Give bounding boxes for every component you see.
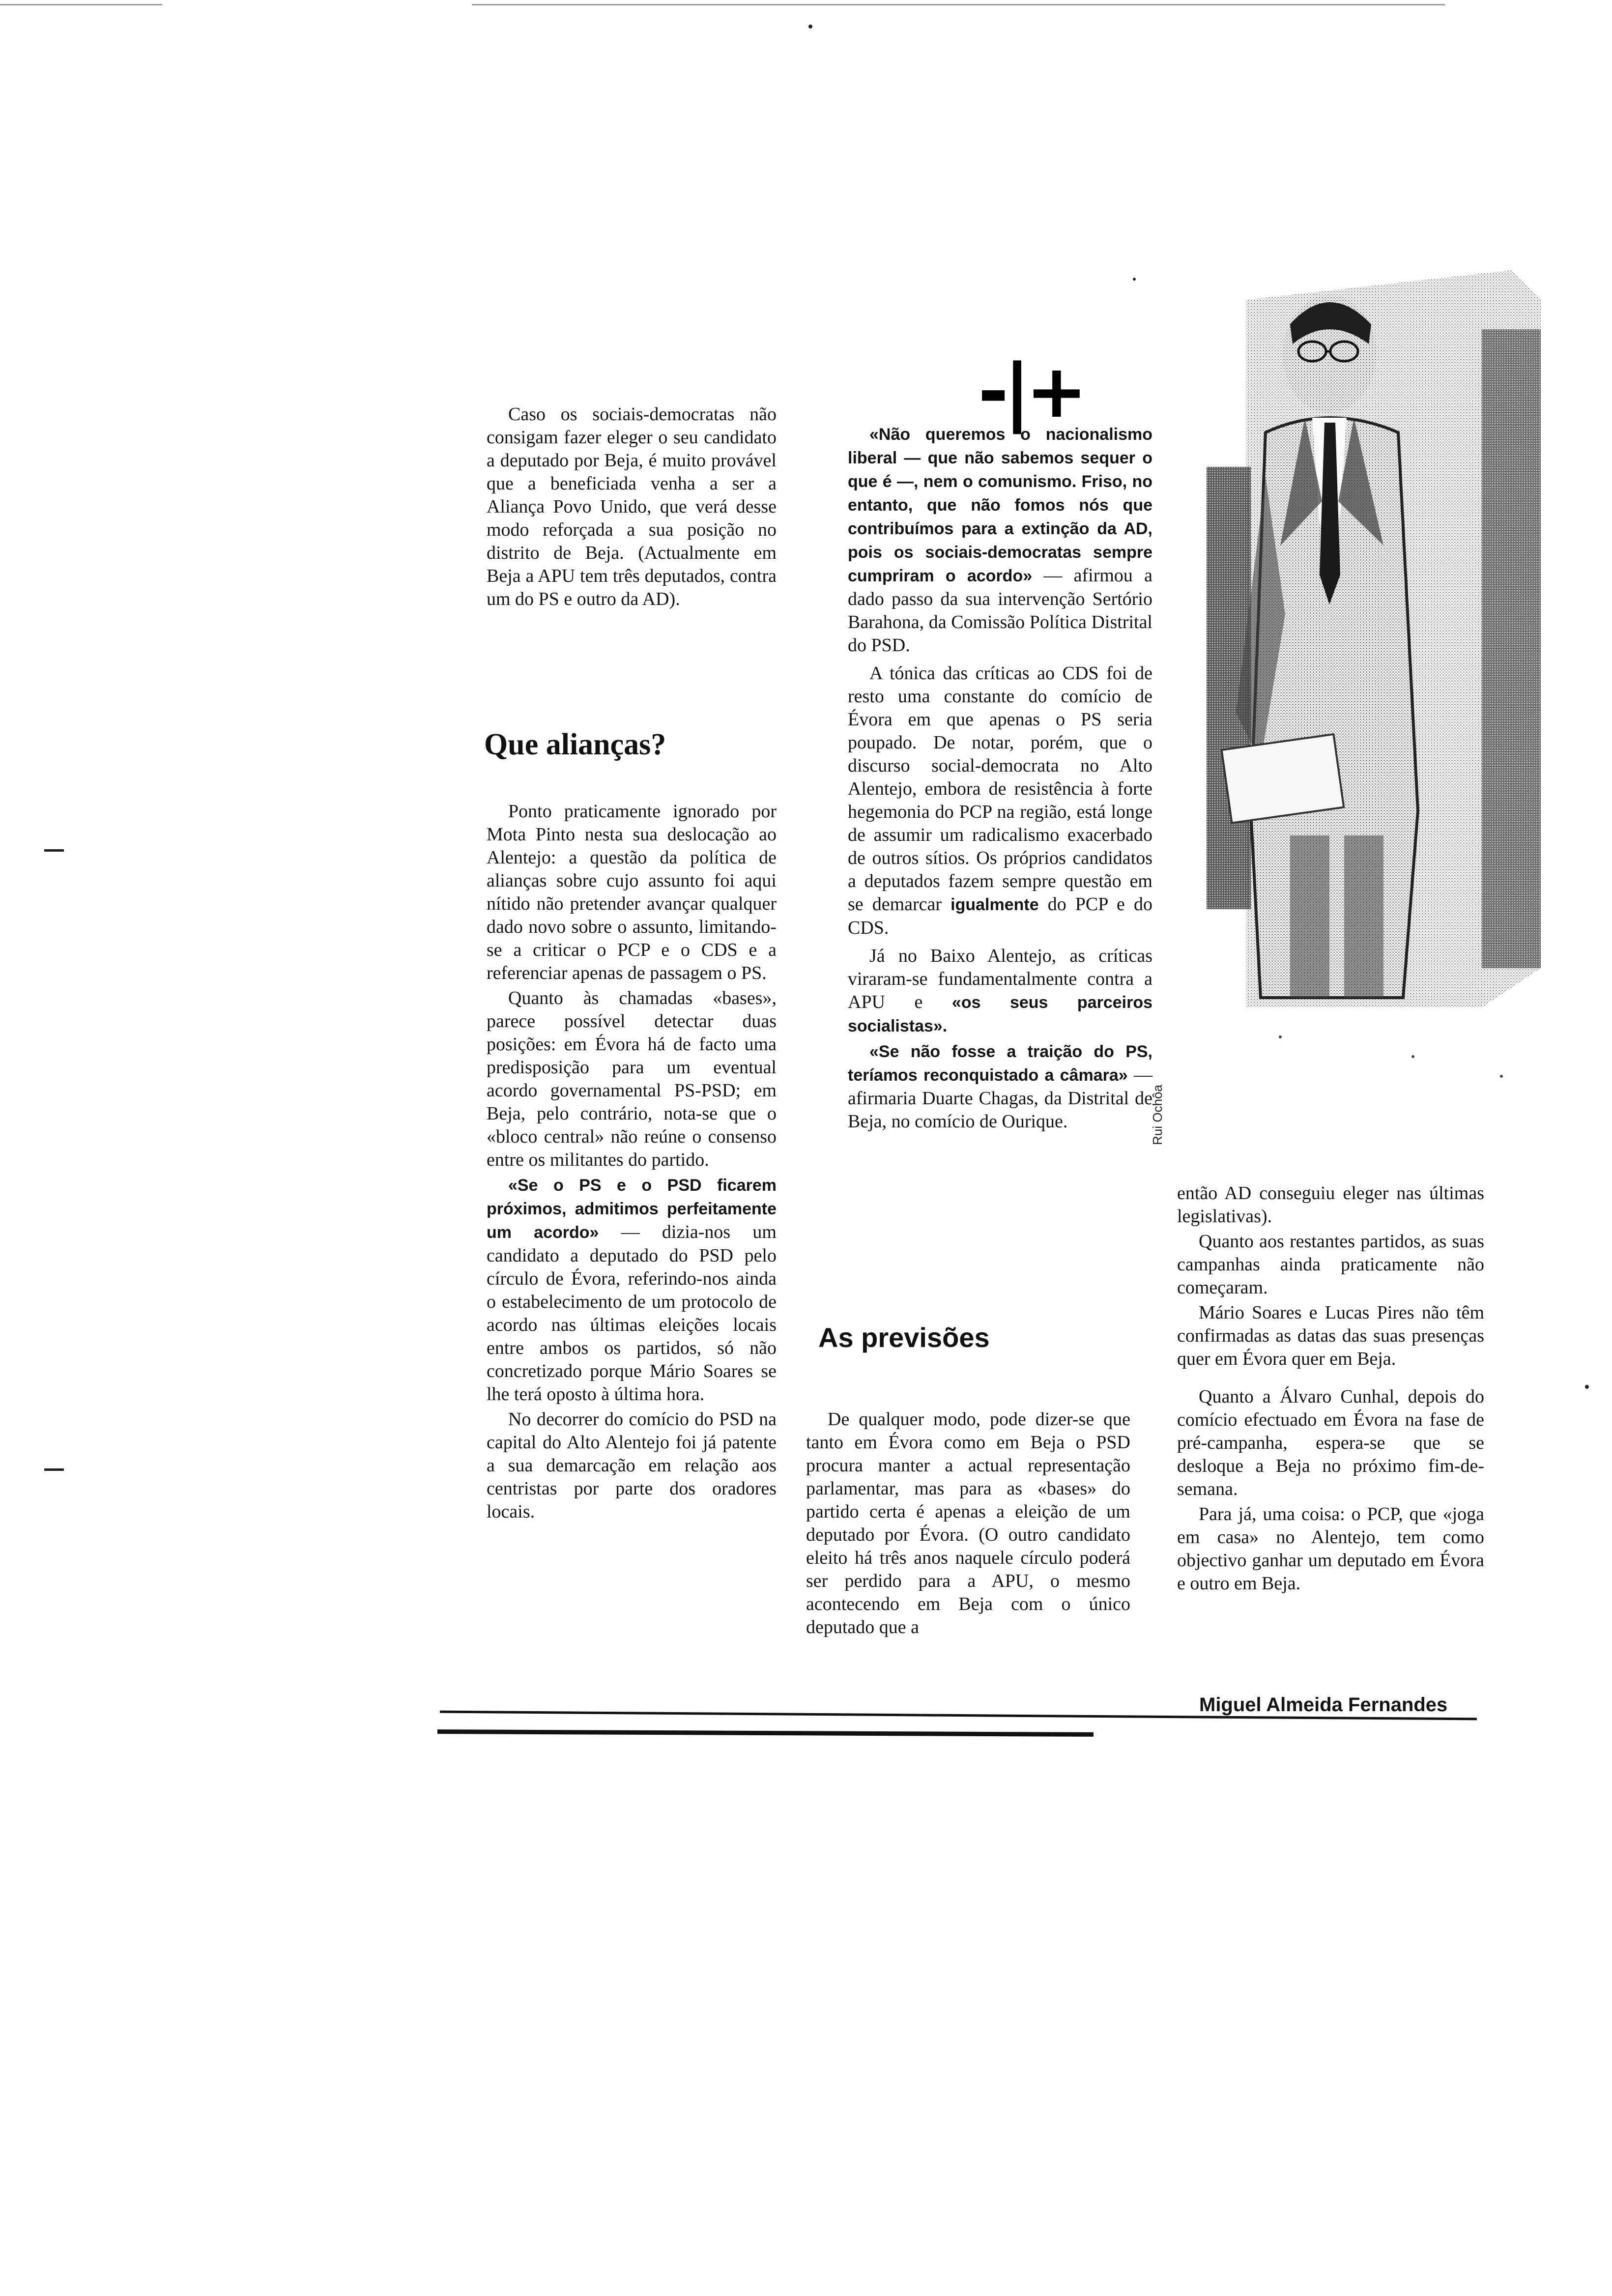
paragraph: Para já, uma coisa: o PCP, que «joga em casa» no Alentejo, tem como objectivo ganhar um deputado em Évora e outro em Beja. bbox=[1177, 1504, 1484, 1594]
portrait-photo bbox=[1207, 270, 1541, 1145]
scan-speck bbox=[1133, 278, 1136, 281]
scan-speck bbox=[808, 25, 812, 29]
paragraph bbox=[848, 662, 1152, 940]
quote-rest: — afirmou a dado passo da sua intervenção Sertório Barahona, da Comissão Política Distrital do PSD. bbox=[848, 565, 1153, 656]
scan-edge-rule bbox=[472, 4, 1445, 5]
bottom-rule bbox=[437, 1729, 1094, 1737]
column-2-continued bbox=[806, 1408, 1130, 1641]
scan-edge-rule bbox=[0, 4, 162, 5]
quote-bold: «Não queremos o nacionalismo liberal — que não sabemos sequer o que é —, nem o comunismo. Friso, no entanto, que não fomos nós que contribuímos para a extinção da AD, pois os sociais-democratas sempre cumpriram o acordo» bbox=[848, 425, 1152, 585]
handwritten-mark: -|+ bbox=[978, 349, 1083, 434]
quote-rest: — dizia-nos um candidato a deputado do PSD pelo círculo de Évora, referindo-nos ainda o estabelecimento de um protocolo de acordo nas últimas eleições locais entre ambos os partidos, só não concretizado porque Mário Soares se lhe terá oposto à última hora. bbox=[487, 1222, 777, 1405]
scan-speck bbox=[1585, 1385, 1589, 1389]
paragraph bbox=[848, 1040, 1152, 1133]
author-byline: Miguel Almeida Fernandes bbox=[1199, 1694, 1448, 1716]
paragraph bbox=[848, 423, 1152, 657]
text-run: A tónica das críticas ao CDS foi de resto uma constante do comício de Évora em que apenas o PS seria poupado. De notar, porém, que o discurso social-democrata no Alto Alentejo, embora de resistência à forte hegemonia do PCP na região, está longe de assumir um radicalismo exacerbado de outros sítios. Os próprios candidatos a deputados fazem sempre questão em se demarcar bbox=[848, 663, 1152, 915]
margin-mark bbox=[44, 849, 64, 852]
paragraph: No decorrer do comício do PSD na capital do Alto Alentejo foi já patente a sua demarcação em relação aos centristas por parte dos oradores locais. bbox=[487, 1409, 777, 1522]
text-bold: «os seus parceiros socialistas». bbox=[848, 993, 1153, 1035]
paragraph: Ponto praticamente ignorado por Mota Pinto nesta sua deslocação ao Alentejo: a questão da política de alianças sobre cujo assunto foi aqui nítido não pretender avançar qualquer dado novo sobre o assunto, limitando-se a criticar o PCP e o CDS e a referenciar apenas de passagem o PS. bbox=[487, 801, 777, 983]
paragraph bbox=[848, 945, 1152, 1038]
photo-credit: Rui Ochôa bbox=[1150, 1085, 1165, 1145]
quote-bold: «Se não fosse a traição do PS, teríamos reconquistado a câmara» bbox=[848, 1042, 1152, 1085]
quote-rest: — afirmaria Duarte Chagas, da Distrital de Beja, no comício de Ourique. bbox=[848, 1064, 1153, 1132]
text-bold: igualmente bbox=[950, 895, 1039, 914]
section-heading-aliancas: Que alianças? bbox=[484, 728, 666, 761]
column-2 bbox=[848, 423, 1152, 1135]
paragraph: De qualquer modo, pode dizer-se que tanto em Évora como em Beja o PSD procura manter a actual representação parlamentar, mas para as «bases» do partido certa é apenas a eleição de um deputado por Évora. (O outro candidato eleito há três anos naquele círculo poderá ser perdido para a APU, o mesmo acontecendo em Beja com o único deputado que a bbox=[806, 1409, 1130, 1637]
paragraph: Caso os sociais-democratas não consigam fazer eleger o seu candidato a deputado por Beja, é muito provável que a beneficiada venha a ser a Aliança Povo Unido, que verá desse modo reforçada a sua posição no distrito de Beja. (Actualmente em Beja a APU tem três deputados, contra um do PS e outro da AD). bbox=[487, 404, 777, 609]
paragraph bbox=[487, 1174, 777, 1406]
paragraph: Quanto a Álvaro Cunhal, depois do comício efectuado em Évora na fase de pré-campanha, espera-se que se desloque a Beja no próximo fim-de-semana. bbox=[1177, 1386, 1484, 1499]
column-3 bbox=[1177, 1182, 1484, 1597]
paragraph: Quanto aos restantes partidos, as suas campanhas ainda praticamente não começaram. bbox=[1177, 1231, 1484, 1298]
text-run: Já no Baixo Alentejo, as críticas viraram-se fundamentalmente contra a APU e bbox=[848, 946, 1152, 1012]
column-1 bbox=[487, 403, 777, 613]
text-run: do PCP e do CDS. bbox=[848, 894, 1152, 938]
paragraph: Quanto às chamadas «bases», parece possível detectar duas posições: em Évora há de facto uma predisposição para um eventual acordo governamental PS-PSD; em Beja, pelo contrário, nota-se que o «bloco central» não reúne o consenso entre os militantes do partido. bbox=[487, 988, 777, 1170]
quote-bold: «Se o PS e o PSD ficarem próximos, admitimos perfeitamente um acordo» bbox=[487, 1176, 777, 1242]
section-heading-previsoes: As previsões bbox=[818, 1322, 990, 1353]
paragraph: então AD conseguiu eleger nas últimas legislativas). bbox=[1177, 1183, 1484, 1227]
margin-mark bbox=[44, 1468, 64, 1471]
photo-image bbox=[1207, 270, 1541, 1145]
column-1-continued bbox=[487, 800, 777, 1525]
paragraph: Mário Soares e Lucas Pires não têm confirmadas as datas das suas presenças quer em Évora quer em Beja. bbox=[1177, 1302, 1484, 1369]
